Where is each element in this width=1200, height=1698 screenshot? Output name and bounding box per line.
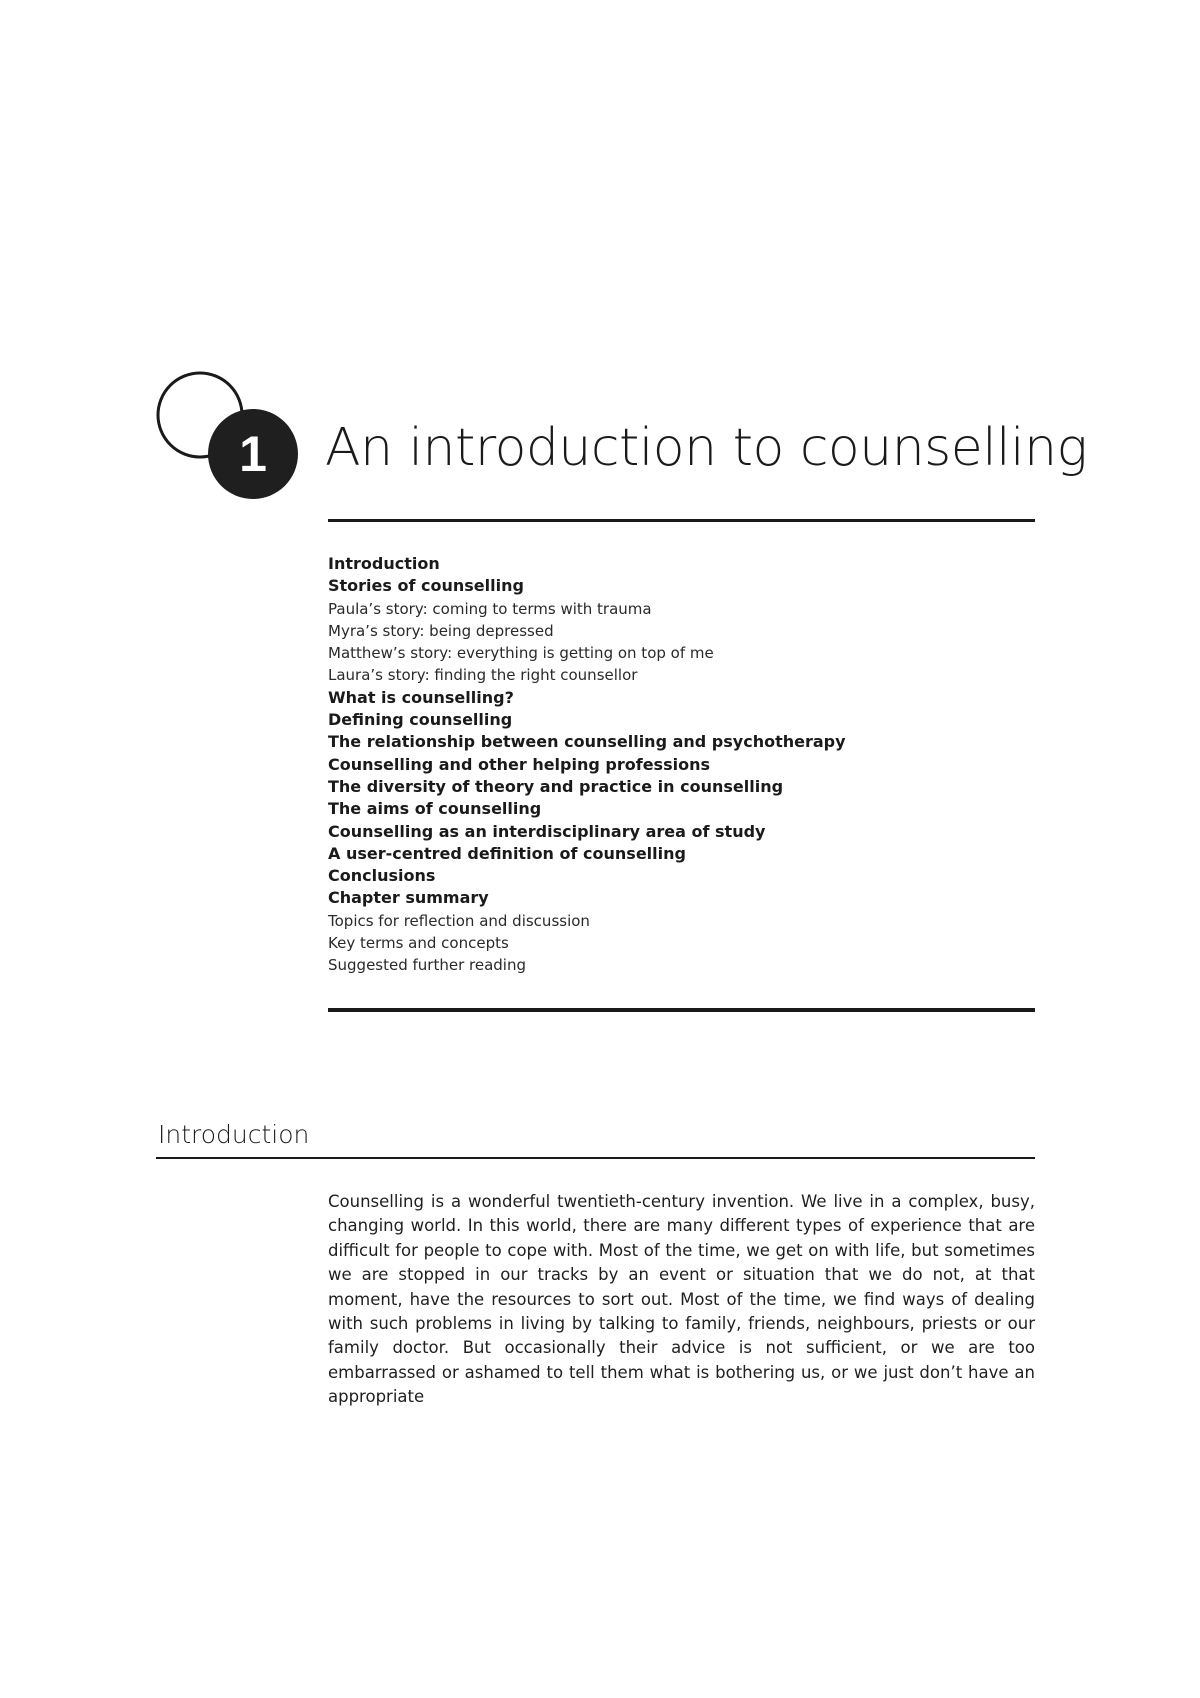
toc-item: Key terms and concepts [328,934,509,953]
toc-item: Myra’s story: being depressed [328,621,554,640]
toc-item: Introduction [328,554,440,573]
chapter-contents-list [328,553,846,977]
section-heading: Introduction [158,1120,310,1149]
toc-item: A user-centred definition of counselling [328,843,686,863]
toc-item: Conclusions [328,866,436,886]
toc-item: What is counselling? [328,687,514,707]
section-divider [156,1157,1035,1159]
toc-item: Paula’s story: coming to terms with trauma [328,599,652,618]
toc-item: Suggested further reading [328,956,526,975]
toc-item: Laura’s story: finding the right counsellor [328,666,638,685]
toc-item: The relationship between counselling and psychotherapy [328,732,846,752]
bottom-divider [328,1008,1035,1012]
toc-item: Chapter summary [328,888,489,908]
toc-item: Counselling as an interdisciplinary area of study [328,821,766,841]
toc-item: Matthew’s story: everything is getting on top of me [328,644,714,663]
chapter-number-badge [152,368,312,504]
toc-item: Counselling and other helping professions [328,754,710,774]
top-divider [328,519,1035,522]
toc-item: The aims of counselling [328,799,542,819]
toc-item: Defining counselling [328,710,513,730]
toc-item: The diversity of theory and practice in counselling [328,776,784,796]
intro-paragraph: Counselling is a wonderful twentieth-century invention. We live in a complex, busy, changing world. In this world, there are many different types of experience that are difficult for people to cope with. Most of the time, we get on with life, but sometimes we are stopped in our tracks by an event or situation that we do not, at that moment, have the resources to sort out. Most of the time, we find ways of dealing with such problems in living by talking to family, friends, neighbours, priests or our family doctor. But occasionally their advice is not sufficient, or we are too embarrassed or ashamed to tell them what is bothering us, or we just don’t have an appropriate [328,1192,1035,1407]
toc-item: Stories of counselling [328,576,524,596]
chapter-title: An introduction to counselling [325,418,1088,478]
chapter-number: 1 [239,426,267,482]
toc-item: Topics for reflection and discussion [328,911,590,930]
